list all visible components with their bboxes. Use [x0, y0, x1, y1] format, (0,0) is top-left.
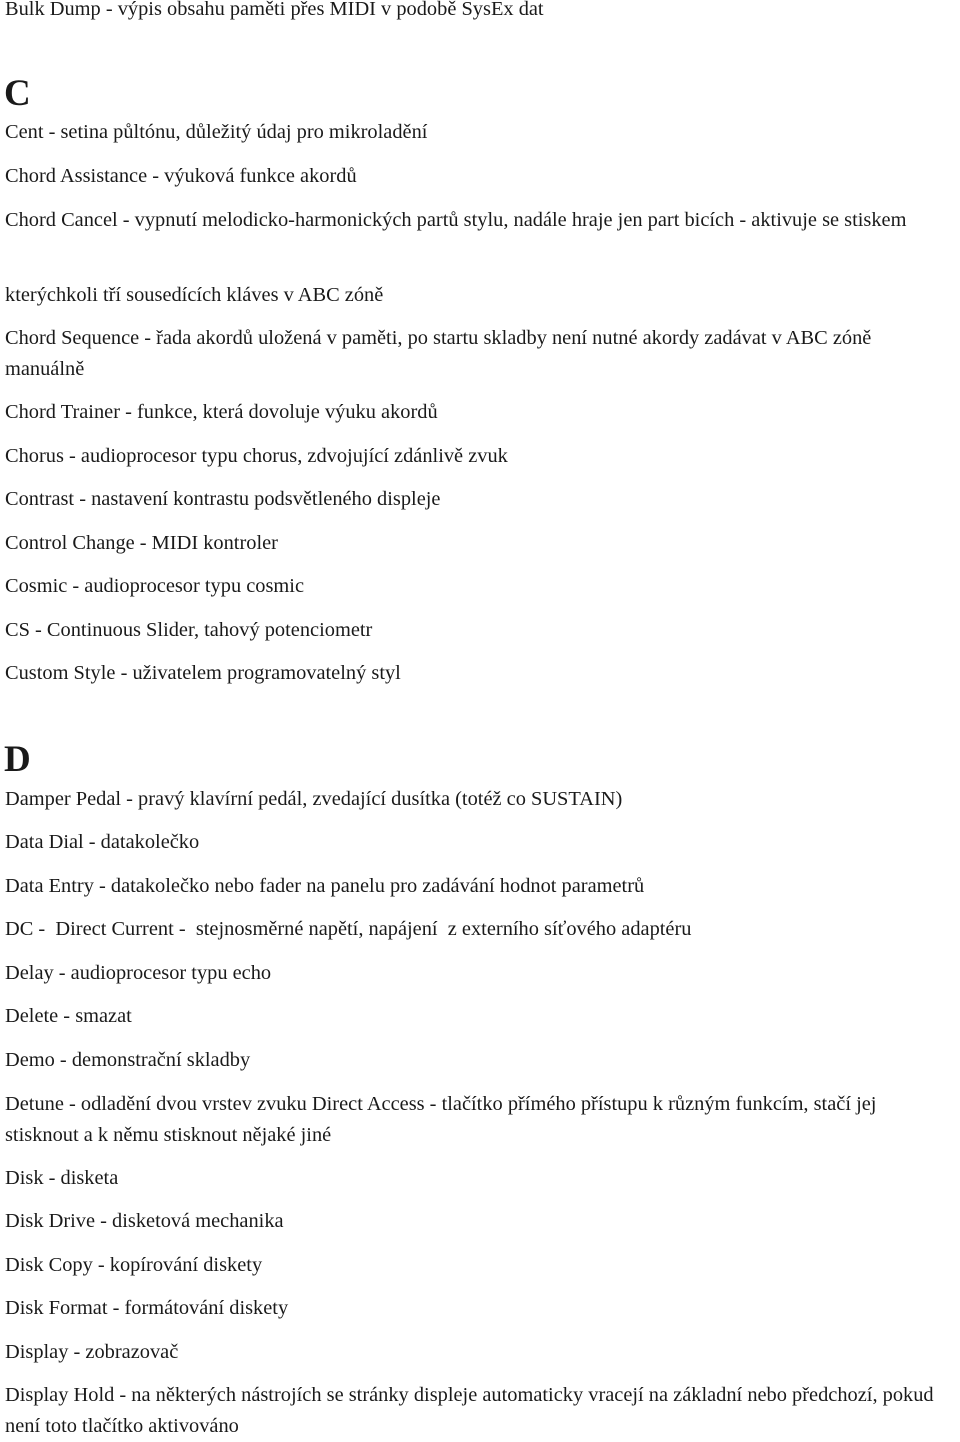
glossary-entry-cosmic: Cosmic - audioprocesor typu cosmic — [5, 575, 304, 597]
glossary-entry-damper-pedal: Damper Pedal - pravý klavírní pedál, zvedající dusítka (totéž co SUSTAIN) — [5, 788, 623, 810]
glossary-entry-custom-style: Custom Style - uživatelem programovatelný styl — [5, 662, 401, 684]
glossary-entry-dc: DC - Direct Current - stejnosměrné napětí, napájení z externího síťového adaptéru — [5, 918, 692, 940]
glossary-entry-chord-trainer: Chord Trainer - funkce, která dovoluje výuku akordů — [5, 401, 438, 423]
section-letter-d: D — [4, 739, 31, 780]
glossary-entry-demo: Demo - demonstrační skladby — [5, 1049, 251, 1071]
glossary-entry-chord-cancel: Chord Cancel - vypnutí melodicko-harmonických partů stylu, nadále hraje jen part bicích - aktivuje se stiskem — [5, 209, 907, 231]
glossary-entry-control-change: Control Change - MIDI kontroler — [5, 532, 278, 554]
glossary-entry-bulk-dump: Bulk Dump - výpis obsahu paměti přes MIDI v podobě SysEx dat — [5, 0, 544, 20]
glossary-entry-data-dial: Data Dial - datakolečko — [5, 831, 200, 853]
glossary-entry-delay: Delay - audioprocesor typu echo — [5, 962, 272, 984]
glossary-entry-disk: Disk - disketa — [5, 1167, 119, 1189]
glossary-entry-display-hold: Display Hold - na některých nástrojích se stránky displeje automaticky vracejí na základní nebo předchozí, pokud není toto tlačítko aktivováno — [5, 1384, 934, 1437]
glossary-entry-detune: Detune - odladění dvou vrstev zvuku Direct Access - tlačítko přímého přístupu k různým funkcím, stačí jej stisknout a k němu stisknout nějaké jiné — [5, 1093, 877, 1146]
glossary-entry-disk-format: Disk Format - formátování diskety — [5, 1297, 289, 1319]
glossary-entry-cent: Cent - setina půltónu, důležitý údaj pro mikroladění — [5, 121, 428, 143]
glossary-entry-data-entry: Data Entry - datakolečko nebo fader na panelu pro zadávání hodnot parametrů — [5, 875, 645, 897]
glossary-entry-cs: CS - Continuous Slider, tahový potenciometr — [5, 619, 373, 641]
glossary-entry-contrast: Contrast - nastavení kontrastu podsvětleného displeje — [5, 488, 441, 510]
glossary-entry-disk-drive: Disk Drive - disketová mechanika — [5, 1210, 284, 1232]
glossary-entry-chord-assistance: Chord Assistance - výuková funkce akordů — [5, 165, 357, 187]
glossary-entry-display: Display - zobrazovač — [5, 1341, 179, 1363]
glossary-entry-chord-sequence: Chord Sequence - řada akordů uložená v paměti, po startu skladby není nutné akordy zadávat v ABC zóně manuálně — [5, 327, 872, 380]
glossary-entry-chord-cancel-continued: kterýchkoli tří sousedících kláves v ABC zóně — [5, 284, 384, 306]
section-letter-c: C — [4, 73, 31, 114]
glossary-entry-disk-copy: Disk Copy - kopírování diskety — [5, 1254, 263, 1276]
glossary-entry-chorus: Chorus - audioprocesor typu chorus, zdvojující zdánlivě zvuk — [5, 445, 508, 467]
glossary-entry-delete: Delete - smazat — [5, 1005, 132, 1027]
